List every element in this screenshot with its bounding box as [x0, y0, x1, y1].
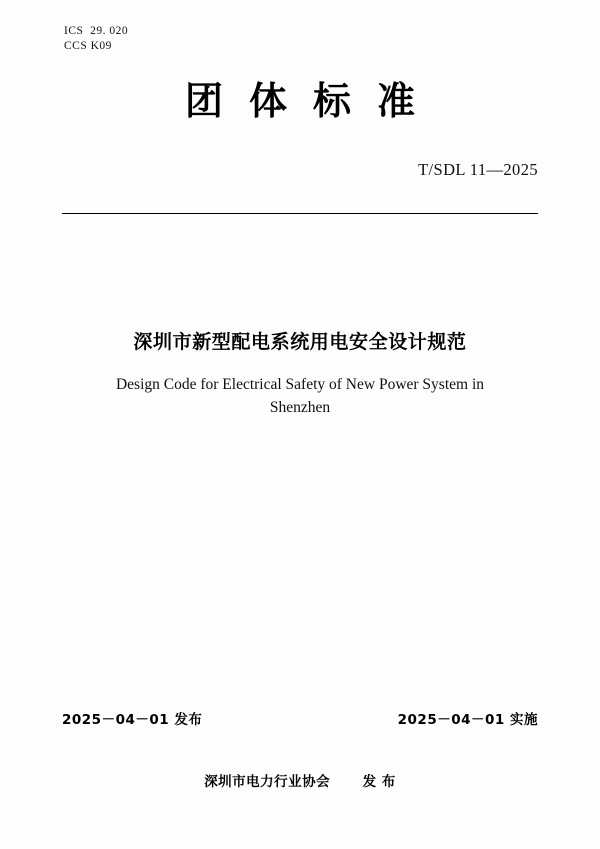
dates-row	[62, 708, 538, 728]
document-title-english	[110, 373, 490, 419]
standard-type-heading: 团体标准	[184, 79, 441, 123]
standard-number: T/SDL 11—2025	[418, 160, 538, 179]
publisher-row	[62, 770, 538, 790]
effective-date: 2025－04－01 实施	[397, 712, 538, 728]
document-title-english-line1: Design Code for Electrical Safety of New Power System in	[115, 376, 485, 393]
publisher-suffix: 发 布	[362, 774, 396, 790]
horizontal-divider	[62, 213, 538, 214]
ics-code: ICS 29. 020	[64, 25, 129, 37]
ccs-code: CCS K09	[64, 40, 112, 52]
classification-codes	[64, 24, 128, 54]
document-title-english-line2: Shenzhen	[269, 399, 331, 416]
document-title-chinese: 深圳市新型配电系统用电安全设计规范	[133, 331, 467, 353]
publisher-name: 深圳市电力行业协会	[204, 774, 331, 790]
issue-date: 2025－04－01 发布	[62, 712, 203, 728]
cover-content	[62, 0, 538, 849]
